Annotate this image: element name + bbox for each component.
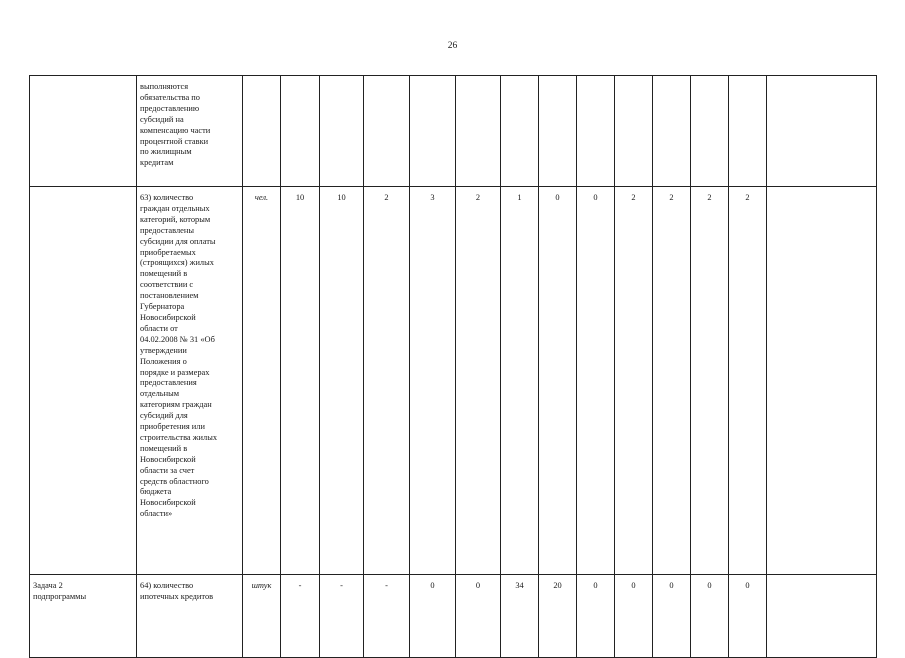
value-cell (767, 76, 877, 187)
table-body (30, 76, 877, 658)
value-cell (364, 76, 410, 187)
value-cell: 3 (410, 187, 456, 575)
value-cell: 0 (539, 187, 577, 575)
value-cell (615, 76, 653, 187)
task-cell: Задача 2 подпрограммы (30, 575, 137, 658)
value-cell: 2 (691, 187, 729, 575)
value-cell (456, 76, 501, 187)
value-cell (729, 76, 767, 187)
value-cell: 0 (691, 575, 729, 658)
value-cell (410, 76, 456, 187)
value-cell: 0 (456, 575, 501, 658)
value-cell: 2 (615, 187, 653, 575)
value-cell: - (364, 575, 410, 658)
value-cell: 2 (729, 187, 767, 575)
value-cell: 2 (364, 187, 410, 575)
value-cell (691, 76, 729, 187)
value-cell (539, 76, 577, 187)
value-cell: 0 (577, 187, 615, 575)
value-cell (653, 76, 691, 187)
indicators-table (29, 75, 877, 658)
value-cell (320, 76, 364, 187)
value-cell: - (281, 575, 320, 658)
value-cell: 0 (577, 575, 615, 658)
value-cell: 20 (539, 575, 577, 658)
unit-cell: штук (243, 575, 281, 658)
value-cell: 34 (501, 575, 539, 658)
table-row (30, 187, 877, 575)
value-cell: 0 (729, 575, 767, 658)
value-cell: - (320, 575, 364, 658)
value-cell: 1 (501, 187, 539, 575)
page-number: 26 (447, 41, 458, 51)
task-cell (30, 187, 137, 575)
value-cell (577, 76, 615, 187)
indicator-cell: выполняются обязательства по предоставлению субсидий на компенсацию части процентной ставки по жилищным кредитам (137, 76, 243, 187)
value-cell (501, 76, 539, 187)
value-cell: 2 (653, 187, 691, 575)
value-cell: 10 (281, 187, 320, 575)
value-cell: 0 (410, 575, 456, 658)
value-cell: 10 (320, 187, 364, 575)
value-cell (767, 575, 877, 658)
table-row (30, 76, 877, 187)
task-cell (30, 76, 137, 187)
value-cell: 2 (456, 187, 501, 575)
indicator-cell: 64) количество ипотечных кредитов (137, 575, 243, 658)
value-cell (281, 76, 320, 187)
value-cell: 0 (653, 575, 691, 658)
table-row (30, 575, 877, 658)
unit-cell: чел. (243, 187, 281, 575)
value-cell: 0 (615, 575, 653, 658)
value-cell (767, 187, 877, 575)
indicator-cell: 63) количество граждан отдельных категорий, которым предоставлены субсидии для оплаты приобретаемых (строящихся) жилых помещений в соответствии с постановлением Губернатора Новосибирской области от 04.02.2008 № 31 «Об утверждении Положения о порядке и размерах предоставления отдельным категориям граждан субсидий для приобретения или строительства жилых помещений в Новосибирской области за счет средств областного бюджета Новосибирской области» (137, 187, 243, 575)
unit-cell (243, 76, 281, 187)
